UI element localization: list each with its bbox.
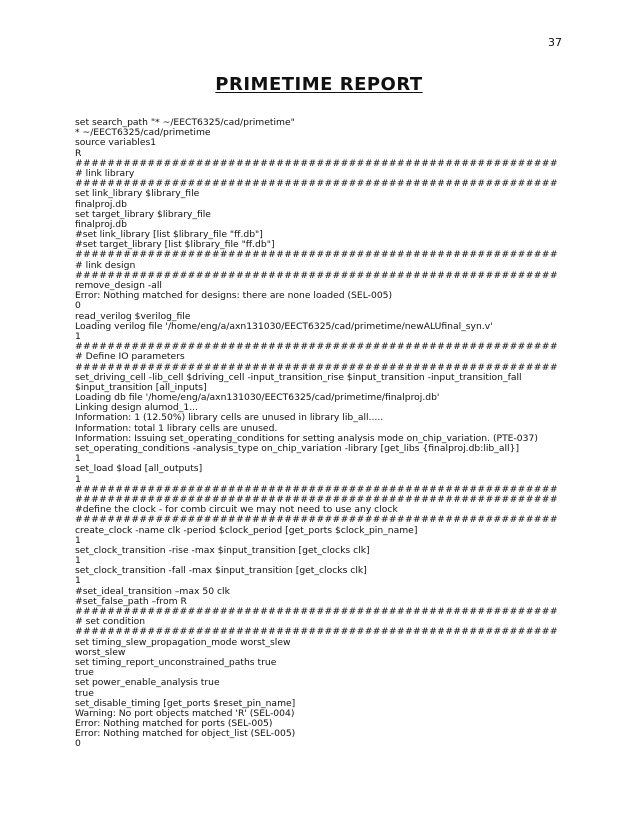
- report-line: set_disable_timing [get_ports $reset_pin_name]: [75, 697, 296, 709]
- report-line: #set target_library [list $library_file "ff.db"]: [75, 239, 275, 251]
- report-line: ############################################################: [75, 514, 558, 526]
- report-line: set_load $load [all_outputs]: [75, 463, 203, 475]
- report-line: Loading verilog file '/home/eng/a/axn131030/EECT6325/cad/primetime/newALUfinal_syn.v': [75, 320, 493, 332]
- report-text-block: [75, 118, 565, 750]
- report-line: 1: [75, 330, 81, 342]
- report-line: ############################################################: [75, 361, 558, 373]
- report-line: set power_enable_analysis true: [75, 677, 220, 689]
- report-line: ############################################################: [75, 249, 558, 261]
- report-line: Information: total 1 library cells are unused.: [75, 422, 278, 434]
- report-line: finalproj.db: [75, 218, 127, 230]
- report-line: ############################################################: [75, 606, 558, 617]
- report-line: Error: Nothing matched for ports (SEL-005): [75, 718, 273, 730]
- report-line: ############################################################: [75, 269, 558, 281]
- report-line: # link library: [75, 167, 135, 179]
- report-line: remove_design -all: [75, 280, 162, 291]
- report-line: set_clock_transition -fall -max $input_transition [get_clocks clk]: [75, 565, 367, 577]
- report-line: #set_ideal_transition –max 50 clk: [75, 585, 230, 597]
- report-line: true: [75, 687, 94, 699]
- report-line: Error: Nothing matched for object_list (SEL-005): [75, 728, 296, 740]
- report-line: # Define IO parameters: [75, 351, 185, 363]
- report-line: Warning: No port objects matched 'R' (SEL-004): [75, 707, 295, 719]
- report-line: ############################################################: [75, 341, 558, 353]
- report-line: Linking design alumod_1...: [75, 402, 198, 414]
- report-line: source variables1: [75, 137, 157, 149]
- report-line: 0: [75, 300, 81, 312]
- page-title: PRIMETIME REPORT: [215, 74, 423, 95]
- report-line: #define the clock - for comb circuit we may not need to use any clock: [75, 504, 398, 516]
- report-line: true: [75, 667, 94, 679]
- report-line: set search_path "* ~/EECT6325/cad/primetime": [75, 117, 295, 128]
- report-line: set timing_slew_propagation_mode worst_slew: [75, 636, 291, 648]
- report-line: ############################################################: [75, 626, 558, 638]
- report-line: Information: 1 (12.50%) library cells are unused in library lib_all.....: [75, 412, 384, 424]
- report-line: set_driving_cell -lib_cell $driving_cell -input_transition_rise $input_transition -input_transition_fall: [75, 371, 522, 383]
- report-line: # link design: [75, 259, 136, 271]
- report-line: 1: [75, 575, 81, 587]
- report-line: ############################################################: [75, 483, 558, 495]
- report-line: set link_library $library_file: [75, 188, 200, 200]
- report-line: create_clock -name clk -period $clock_period [get_ports $clock_pin_name]: [75, 524, 418, 536]
- report-line: set_clock_transition -rise -max $input_transition [get_clocks clk]: [75, 544, 370, 556]
- report-line: worst_slew: [75, 646, 126, 658]
- report-line: set target_library $library_file: [75, 208, 211, 220]
- report-line: 1: [75, 453, 81, 465]
- report-line: Error: Nothing matched for designs: there are none loaded (SEL-005): [75, 290, 393, 302]
- report-line: set_operating_conditions -analysis_type on_chip_variation -library [get_libs {finalproj.db:lib_all}]: [75, 443, 520, 454]
- report-line: # set condition: [75, 616, 146, 628]
- report-line: $input_transition [all_inputs]: [75, 381, 207, 393]
- report-line: 0: [75, 738, 81, 750]
- report-line: #set_false_path –from R: [75, 595, 187, 607]
- report-line: ############################################################: [75, 493, 558, 505]
- page-number: 37: [548, 36, 562, 49]
- report-line: Loading db file '/home/eng/a/axn131030/EECT6325/cad/primetime/finalproj.db': [75, 392, 440, 404]
- report-line: #set link_library [list $library_file "ff.db"]: [75, 229, 263, 241]
- report-line: ############################################################: [75, 178, 558, 190]
- report-line: R: [75, 147, 82, 159]
- report-line: 1: [75, 555, 81, 567]
- report-line: set timing_report_unconstrained_paths true: [75, 656, 277, 668]
- report-line: ############################################################: [75, 157, 558, 169]
- report-line: 1: [75, 473, 81, 485]
- report-line: Information: Issuing set_operating_conditions for setting analysis mode on_chip_variation. (PTE-037): [75, 432, 538, 444]
- report-line: * ~/EECT6325/cad/primetime: [75, 127, 211, 139]
- report-line: read_verilog $verilog_file: [75, 310, 191, 322]
- report-line: 1: [75, 534, 81, 546]
- report-line: finalproj.db: [75, 198, 127, 210]
